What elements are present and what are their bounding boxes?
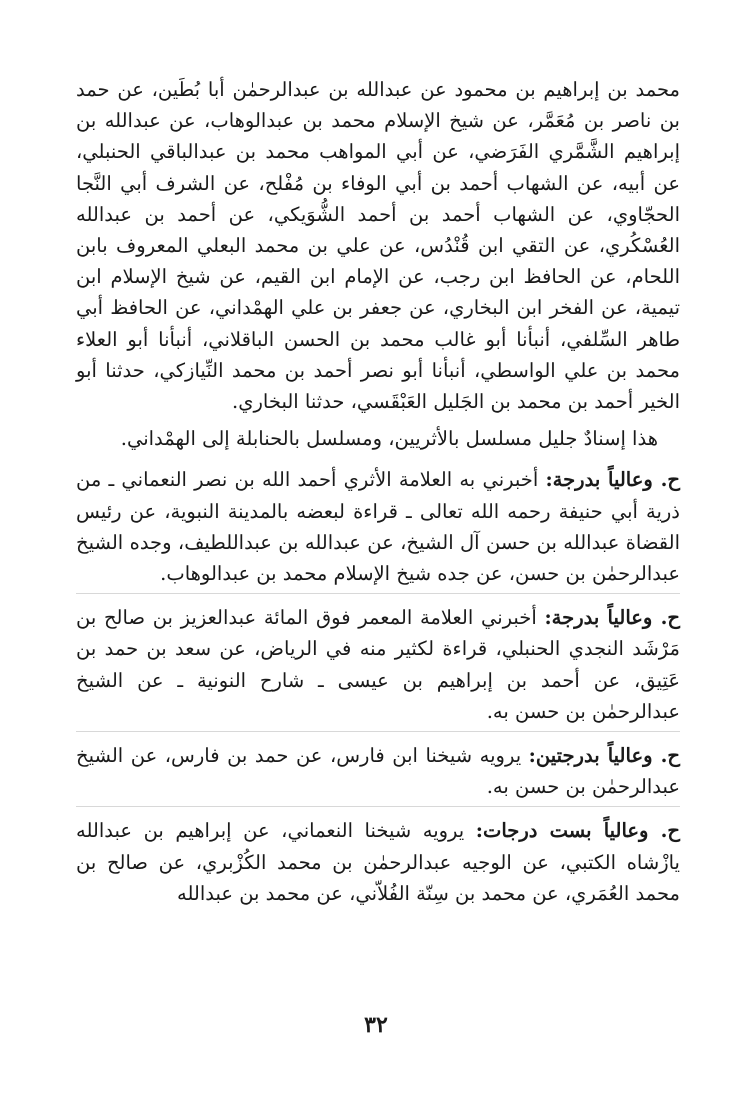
paragraph-divider <box>76 806 680 807</box>
section-lead: ح. وعالياً بدرجة: <box>544 606 680 630</box>
page-body <box>76 74 680 909</box>
isnad-note-paragraph: هذا إسنادٌ جليل مسلسل بالأثريين، ومسلسل بالحنابلة إلى الهمْداني. <box>120 427 658 451</box>
section-text: أخبرني العلامة المعمر فوق المائة عبدالعزيز بن صالح بن مَرْشَد النجدي الحنبلي، قراءة لكثير منه في الرياض، عن سعد بن حمد بن عَتِيق، عن أحمد بن إبراهيم بن عيسى ـ شارح النونية ـ عن الشيخ عبدالرحمٰن بن حسن به. <box>76 606 680 723</box>
section-lead: ح. وعالياً بدرجتين: <box>528 744 680 768</box>
isnad-section-2 <box>76 602 680 727</box>
isnad-section-3 <box>76 740 680 802</box>
page-number: ٣٢ <box>364 1012 388 1038</box>
section-text: يرويه شيخنا النعماني، عن إبراهيم بن عبدالله يازْشاه الكتبي، عن الوجيه عبدالرحمٰن بن محمد الكُزْبري، عن صالح بن محمد العُمَري، عن محمد بن سِنّة الفُلاّني، عن محمد بن عبدالله <box>76 819 680 905</box>
isnad-section-4 <box>76 815 680 909</box>
section-lead: ح. وعالياً بست درجات: <box>475 819 680 843</box>
section-lead: ح. وعالياً بدرجة: <box>545 468 680 492</box>
isnad-chain-paragraph: محمد بن إبراهيم بن محمود عن عبدالله بن عبدالرحمٰن أبا بُطَين، عن حمد بن ناصر بن مُعَمَّر، عن شيخ الإسلام محمد بن عبدالوهاب، عن عبدالله بن إبراهيم الشَّمَّري الفَرَضي، عن أبي المواهب محمد بن عبدالباقي الحنبلي، عن أبيه، عن الشهاب أحمد بن أبي الوفاء بن مُفْلح، عن الشرف أبي النَّجا الحجّاوي، عن الشهاب أحمد بن أحمد الشُّوَيكي، عن أحمد بن عبدالله العُسْكُري، عن التقي ابن قُنْدُس، عن علي بن محمد البعلي المعروف بابن اللحام، عن الحافظ ابن رجب، عن الإمام ابن القيم، عن شيخ الإسلام ابن تيمية، عن الفخر ابن البخاري، عن جعفر بن علي الهمْداني، عن الحافظ أبي طاهر السِّلفي، أنبأنا أبو غالب محمد بن الحسن الباقلاني، أنبأنا أبو العلاء محمد بن علي الواسطي، أنبأنا أبو نصر أحمد بن محمد النِّيازكي، حدثنا أبو الخير أحمد بن محمد بن الجَليل العَبْقَسي، حدثنا البخاري. <box>76 78 680 414</box>
isnad-section-1 <box>76 464 680 589</box>
section-text: أخبرني به العلامة الأثري أحمد الله بن نصر النعماني ـ من ذرية أبي حنيفة رحمه الله تعالى ـ قراءة لبعضه بالمدينة النبوية، عن رئيس القضاة عبدالله بن حسن آل الشيخ، عن عبدالله بن عبداللطيف، وجده الشيخ عبدالرحمٰن بن حسن، عن جده شيخ الإسلام محمد بن عبدالوهاب. <box>76 468 680 586</box>
section-text: يرويه شيخنا ابن فارس، عن حمد بن فارس، عن الشيخ عبدالرحمٰن بن حسن به. <box>76 744 680 799</box>
paragraph-divider <box>76 731 680 732</box>
paragraph-divider <box>76 593 680 594</box>
